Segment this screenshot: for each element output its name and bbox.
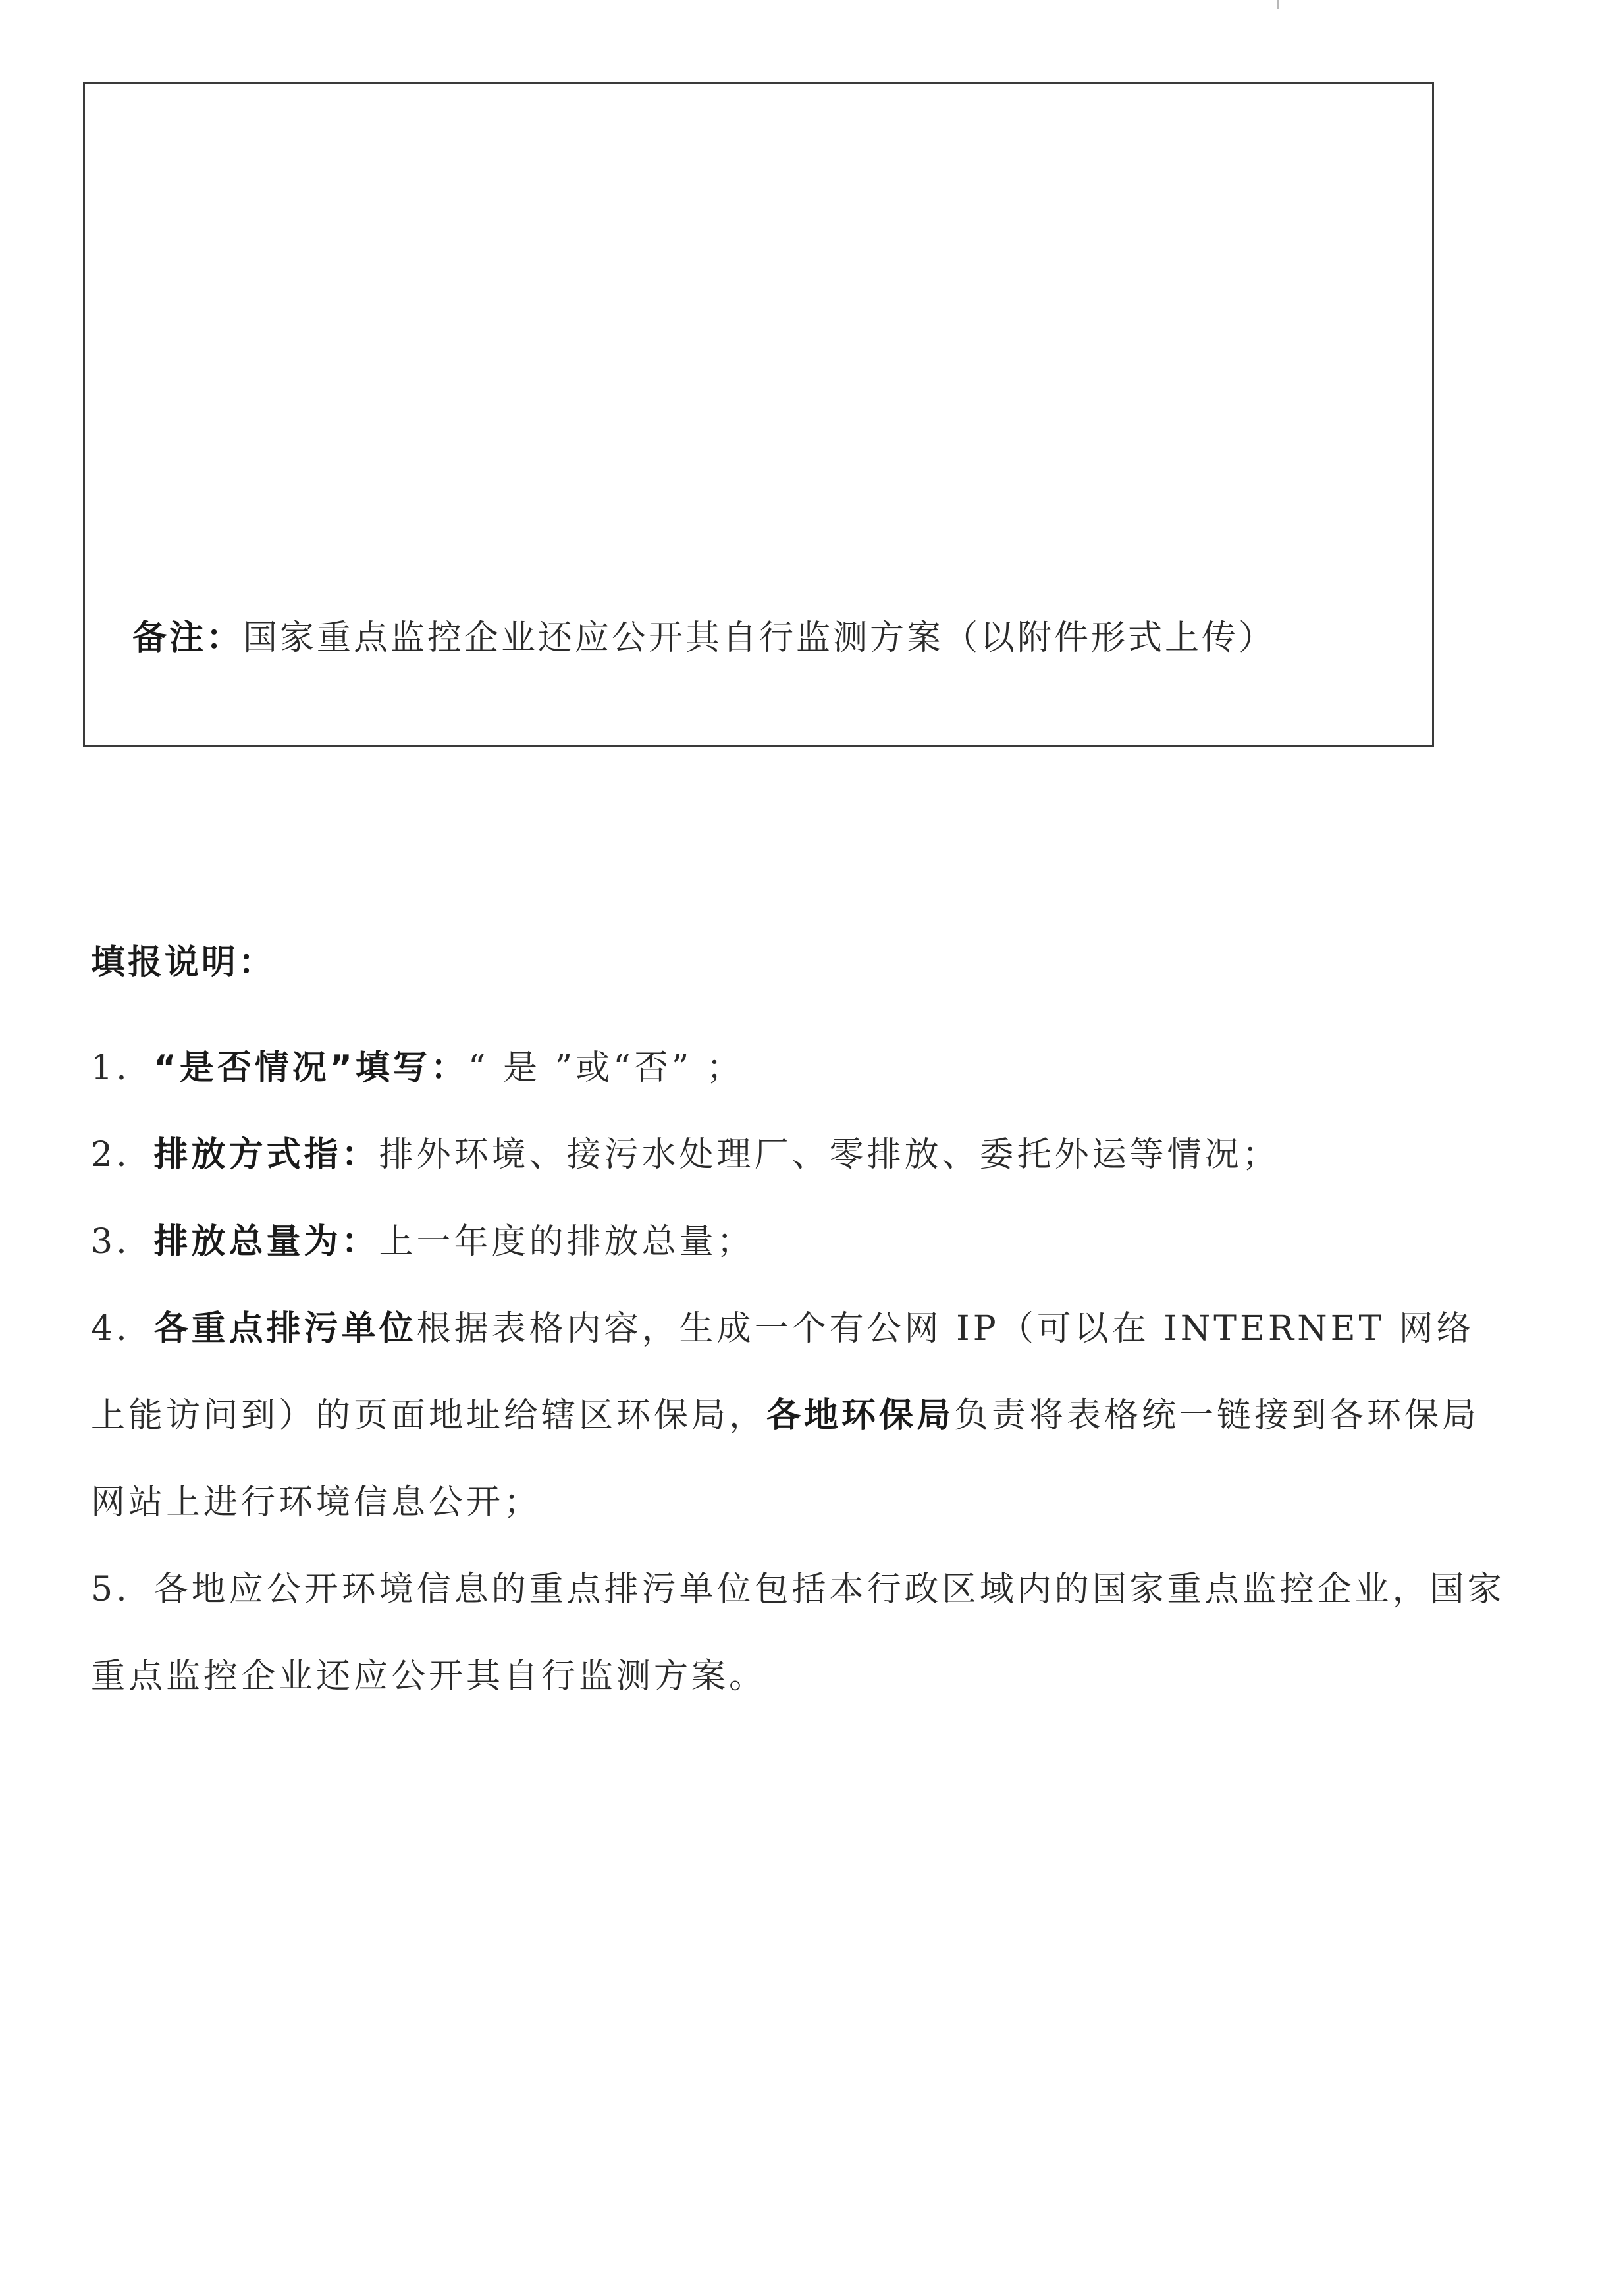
filling-instructions xyxy=(91,943,1506,1720)
item-number: 3. xyxy=(91,1222,130,1262)
instruction-item-1 xyxy=(91,1025,1506,1111)
item-text: 各地应公开环境信息的重点排污单位包括本行政区域内的国家重点监控企业，国家重点监控企业还应公开其自行监测方案。 xyxy=(91,1570,1505,1696)
item-text: 上一年度的排放总量； xyxy=(379,1222,755,1262)
remark-label: 备注： xyxy=(132,618,244,658)
remark-line xyxy=(132,618,1276,658)
item-text: 排外环境、接污水处理厂、零排放、委托外运等情况； xyxy=(379,1135,1280,1175)
item-emphasis-bureaus: 各地环保局 xyxy=(766,1396,955,1435)
item-number: 2. xyxy=(91,1135,130,1175)
item-emphasis-units: 各重点排污单位 xyxy=(153,1309,417,1348)
instruction-item-5 xyxy=(91,1546,1506,1720)
item-emphasis: “是否情况”填写： xyxy=(153,1048,468,1088)
item-number: 5. xyxy=(91,1570,130,1609)
item-emphasis: 排放方式指： xyxy=(153,1135,379,1175)
item-text: “ 是 ”或“否” ； xyxy=(467,1048,744,1088)
remark-text: 国家重点监控企业还应公开其自行监测方案（以附件形式上传） xyxy=(243,618,1276,658)
item-text-continued: 负责将表格统一链接到各环保局网站上进行环境信息公开； xyxy=(91,1396,1480,1522)
instruction-item-3 xyxy=(91,1198,1506,1285)
instructions-title: 填报说明： xyxy=(91,943,276,982)
instruction-item-4 xyxy=(91,1285,1506,1546)
item-number: 1. xyxy=(91,1048,130,1088)
scan-edge-mark xyxy=(1277,0,1279,9)
item-emphasis: 排放总量为： xyxy=(153,1222,379,1262)
item-text: 根据表格内容，生成一个有公网 IP（可以在 INTERNET 网络上能访问到）的页面地址给辖区环保局， xyxy=(91,1309,1474,1435)
instruction-item-2 xyxy=(91,1111,1506,1198)
item-number: 4. xyxy=(91,1309,130,1348)
remark-box xyxy=(83,82,1434,747)
